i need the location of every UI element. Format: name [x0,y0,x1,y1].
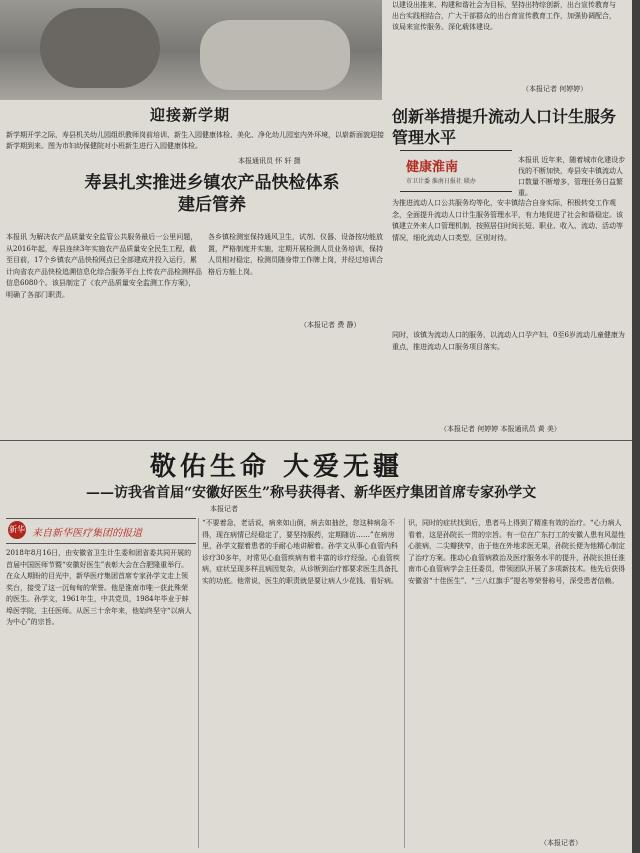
agri-left-text: 本报讯 为解决农产品质量安全监管公共服务最后一公里问题，从2016年起，寿县连续3年实施农产品质量安全民生工程，截至目前，17个乡镇农产品快检网点已全部建成并投入运行，累计向省农产品快检追溯信息化综合服务平台上传农产品检测样品信息6080个。该县制定了《农产品质量安全监测工作方案》，明确了各部门职责。 [6,233,202,299]
health-banner [400,150,512,192]
section-divider [0,440,632,441]
photo-figure-left [40,8,160,88]
health-lead-text: 本报讯 近年来，随着城市化建设步伐的不断加快，寿县安丰镇流动人口数量不断增多，管理任务日益繁重。 [518,156,626,197]
feature-col3-author: （本报记者） [540,839,582,847]
health-banner-sub: 市卫计委 淮南日报社 联办 [406,178,476,185]
health-body-text: 为推进流动人口公共服务均等化，安丰镇结合自身实际，积极转变工作观念，全面提升流动人口计生服务管理水平，有力地促进了社会和谐稳定。该镇建立外来人口管理机制，按照居住时间长短、职业、收入、流动、活动等情况，细化流动人口类型，区别对待。 [392,199,623,242]
xinhua-logo-icon: 新华 [8,521,26,539]
agri-author: （本报记者 费 静） [300,321,361,329]
xinhua-logo-banner [6,518,196,544]
feature-col-1: 2018年8月16日，由安徽省卫生计生委和团省委共同开展的首届中国医师节暨“安徽好医生”表彰大会在合肥隆重举行。在众人期盼的目光中，新华医疗集团首席专家孙学文走上领奖台，接受了这一沉甸甸的荣誉。他是淮南市唯一获此殊荣的医生。孙学文，1961年生，中共党员，1984年毕业于蚌埠医学院，主任医师。从医三十余年来，他始终坚守“以病人为中心”的宗旨。 [6,549,192,626]
photo-caption-text: 新学期开学之际，寿县机关幼儿园组织教师岗前培训、新生入园健康体检、美化、净化幼儿园室内外环境，以崭新面貌迎接新学期到来。图为市妇幼保健院对小班新生进行入园健康体检。 [6,131,384,150]
feature-col-3: 识，同时的症状找到后，患者马上得到了精准有效的治疗。“心力病人看着，这是孙院长一贯的宗旨。有一位在广东打工的安徽人患有风湿性心脏病，二尖瓣狭窄，由于他在外地求医无果，孙院长便为他精心制定了治疗方案。推动心血管病救治及医疗服务水平的提升，孙院长担任淮南市心血管病学会主任委员，带领团队开展了多项新技术。他先后获得安徽省“十佳医生”、“三八红旗手”提名等荣誉称号，深受患者信赖。 [408,519,625,585]
right-headline: 创新举措提升流动人口计生服务管理水平 [392,107,617,147]
feature-byline: 本报记者 [210,505,238,513]
page-edge [632,0,640,853]
feature-subtitle: ——访我省首届“安徽好医生”称号获得者、新华医疗集团首席专家孙学文 [86,485,537,501]
agri-headline: 寿县扎实推进乡镇农产品快检体系建后管养 [84,173,340,215]
agri-right-text: 各乡镇检测室保持通风卫生，试剂、仪器、设备按功能放置，严格制度并实施，定期开展检测人员业务培训，保持人员相对稳定，检测员随身带工作牌上岗，并经过培训合格后方能上岗。 [208,233,383,276]
column-divider [198,518,199,848]
health-author: （本报记者 何婷婷 本报通讯员 黄 美） [440,425,561,433]
news-photo [0,0,382,100]
top-right-author: （本报记者 何婷婷） [522,85,588,93]
photo-caption-author: 本报通讯员 怀 轩 摄 [238,157,301,165]
xinhua-logo-text: 来自新华医疗集团的报道 [32,528,142,539]
health-body-text-2: 同时，该镇为流动人口的服务，以流动人口孕产妇、0至6岁流动儿童健康为重点，推进流动人口服务项目落实。 [392,331,625,351]
feature-col-2: “不要着急，老话说，病来如山倒，病去如抽丝，您这种病急不得，现在病情已经稳定了，要坚持服药，定期随访……”在病房里，孙学文握着患者的手耐心地讲解着。孙学文从事心血管内科诊疗30多年，对常见心血管疾病有着丰富的诊疗经验。心血管疾病，症状呈现多样且病因复杂，从诊断到治疗都要求医生具备扎实的功底。他常说，医生的职责就是要让病人少花钱、看好病。 [202,519,400,585]
photo-figure-right [200,20,350,90]
health-banner-title: 健康淮南 [406,160,459,175]
column-divider [404,518,405,848]
feature-title: 敬佑生命 大爱无疆 [150,452,404,482]
top-right-column: 以建设出推来、构建和谐社会为目标，坚持出特综创新，出台宣传教育与出台实践相结合，广大干部群众的出台育宣传教育工作，加强协调配合，该局来宣传服务。深化载体建设。 [392,1,616,31]
photo-caption-title: 迎接新学期 [150,106,231,124]
